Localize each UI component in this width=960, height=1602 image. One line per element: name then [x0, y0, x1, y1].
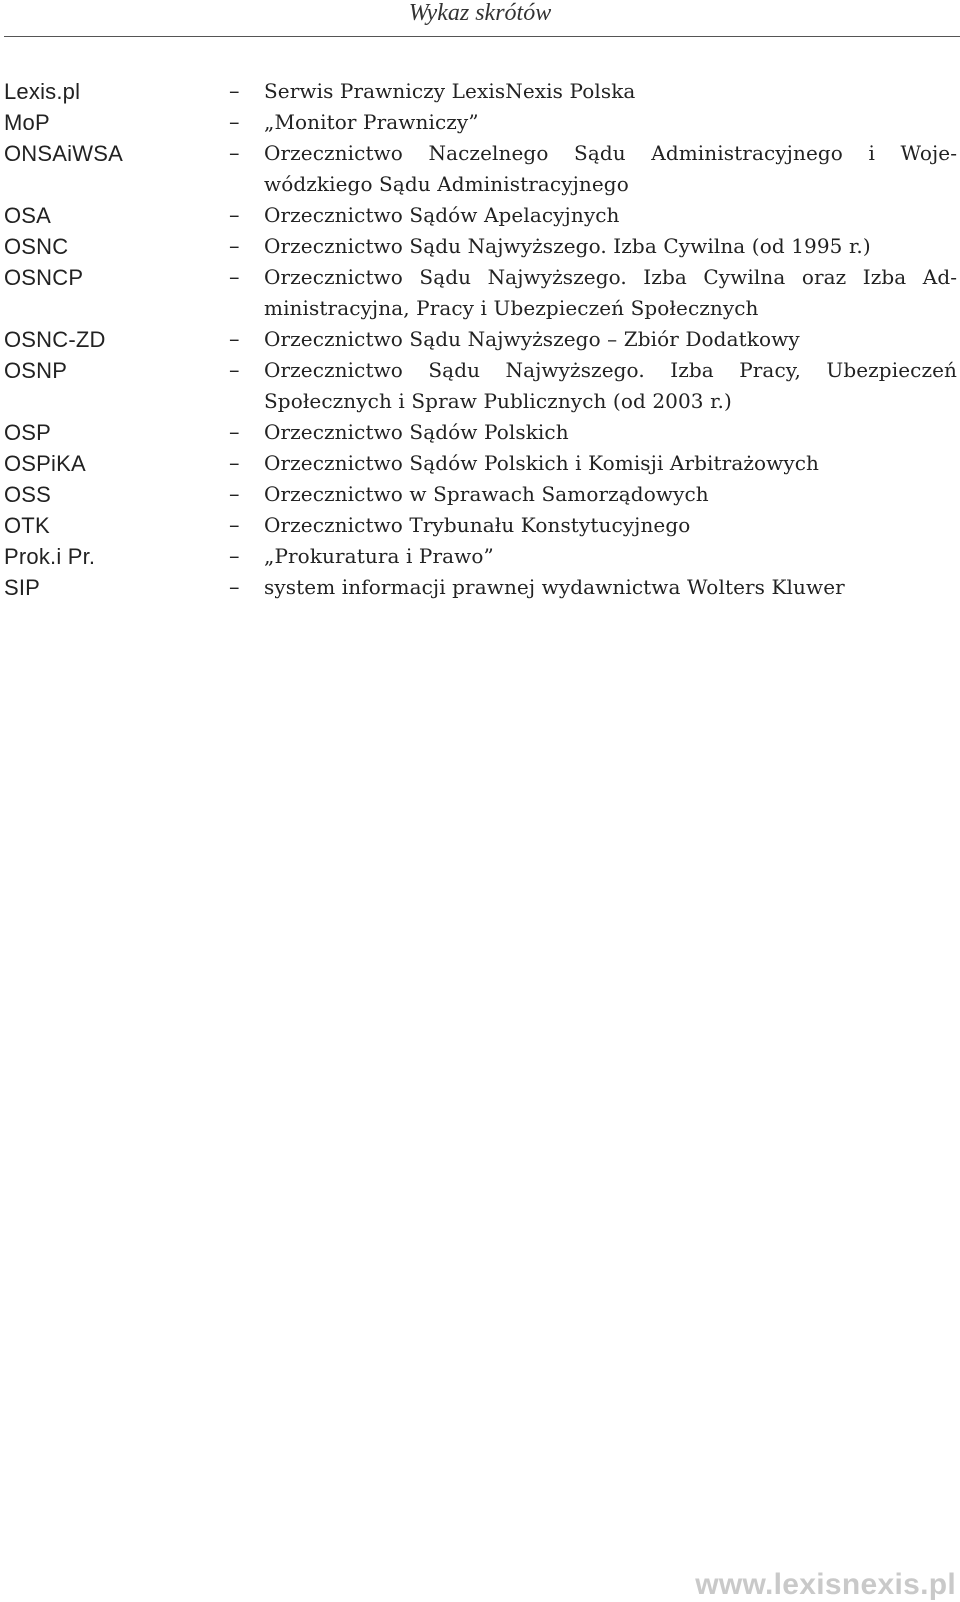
abbreviation-row	[0, 324, 960, 355]
abbreviation-definition: Orzecznictwo Sądu Najwyższego. Izba Pracy, Ubezpieczeń Społecznych i Spraw Publicznych (od 2003 r.)	[264, 358, 957, 413]
abbreviation-definition: „Monitor Prawniczy”	[264, 110, 479, 134]
abbreviation-row	[0, 76, 960, 107]
abbreviation-term: ONSAiWSA	[4, 141, 123, 166]
abbreviation-row	[0, 262, 960, 324]
abbreviation-term: OSA	[4, 203, 52, 228]
abbreviation-term: OSNC	[4, 234, 69, 259]
abbreviation-dash: –	[229, 358, 240, 382]
abbreviation-list	[0, 76, 960, 603]
abbreviation-dash: –	[229, 451, 240, 475]
abbreviation-term: OSPiKA	[4, 451, 86, 476]
abbreviation-definition: Orzecznictwo Sądów Polskich i Komisji Arbitrażowych	[264, 451, 820, 475]
header-rule	[4, 36, 960, 37]
abbreviation-row	[0, 355, 960, 417]
abbreviation-term: OSS	[4, 482, 52, 507]
abbreviation-row	[0, 479, 960, 510]
abbreviation-row	[0, 510, 960, 541]
abbreviation-definition: Orzecznictwo Sądu Najwyższego – Zbiór Dodatkowy	[264, 327, 800, 351]
abbreviation-term: SIP	[4, 575, 41, 600]
abbreviation-row	[0, 572, 960, 603]
abbreviation-row	[0, 448, 960, 479]
abbreviation-definition: Orzecznictwo w Sprawach Samorządowych	[264, 482, 709, 506]
abbreviation-definition: Orzecznictwo Sądu Najwyższego. Izba Cywilna (od 1995 r.)	[264, 234, 871, 258]
abbreviation-definition: Orzecznictwo Sądów Polskich	[264, 420, 569, 444]
footer-url: www.lexisnexis.pl	[695, 1568, 956, 1601]
abbreviation-term: OSNP	[4, 358, 68, 383]
abbreviation-row	[0, 200, 960, 231]
abbreviation-term: OSP	[4, 420, 52, 445]
abbreviation-row	[0, 541, 960, 572]
abbreviation-term: MoP	[4, 110, 50, 135]
abbreviation-term: OSNC-ZD	[4, 327, 106, 352]
abbreviation-dash: –	[229, 265, 240, 289]
abbreviation-definition: Serwis Prawniczy LexisNexis Polska	[264, 79, 636, 103]
abbreviation-term: Lexis.pl	[4, 79, 81, 104]
abbreviation-dash: –	[229, 79, 240, 103]
abbreviation-term: OSNCP	[4, 265, 84, 290]
abbreviation-definition: „Prokuratura i Prawo”	[264, 544, 494, 568]
abbreviation-row	[0, 231, 960, 262]
abbreviation-row	[0, 138, 960, 200]
abbreviation-row	[0, 417, 960, 448]
abbreviation-dash: –	[229, 575, 240, 599]
abbreviation-term: OTK	[4, 513, 50, 538]
abbreviation-definition: Orzecznictwo Sądów Apelacyjnych	[264, 203, 620, 227]
abbreviation-dash: –	[229, 544, 240, 568]
abbreviation-definition: system informacji prawnej wydawnictwa Wolters Kluwer	[264, 575, 845, 599]
abbreviation-definition: Orzecznictwo Trybunału Konstytucyjnego	[264, 513, 691, 537]
abbreviation-dash: –	[229, 482, 240, 506]
abbreviation-dash: –	[229, 141, 240, 165]
abbreviation-dash: –	[229, 234, 240, 258]
abbreviation-dash: –	[229, 513, 240, 537]
abbreviation-dash: –	[229, 203, 240, 227]
running-header: Wykaz skrótów	[408, 0, 552, 26]
abbreviation-dash: –	[229, 110, 240, 134]
abbreviation-row	[0, 107, 960, 138]
abbreviation-definition: Orzecznictwo Naczelnego Sądu Administracyjnego i Wojewódzkiego Sądu Administracyjnego	[264, 141, 957, 196]
abbreviation-dash: –	[229, 327, 240, 351]
abbreviation-dash: –	[229, 420, 240, 444]
abbreviation-term: Prok.i Pr.	[4, 544, 96, 569]
abbreviation-definition: Orzecznictwo Sądu Najwyższego. Izba Cywilna oraz Izba Administracyjna, Pracy i Ubezpieczeń Społecznych	[264, 265, 957, 320]
